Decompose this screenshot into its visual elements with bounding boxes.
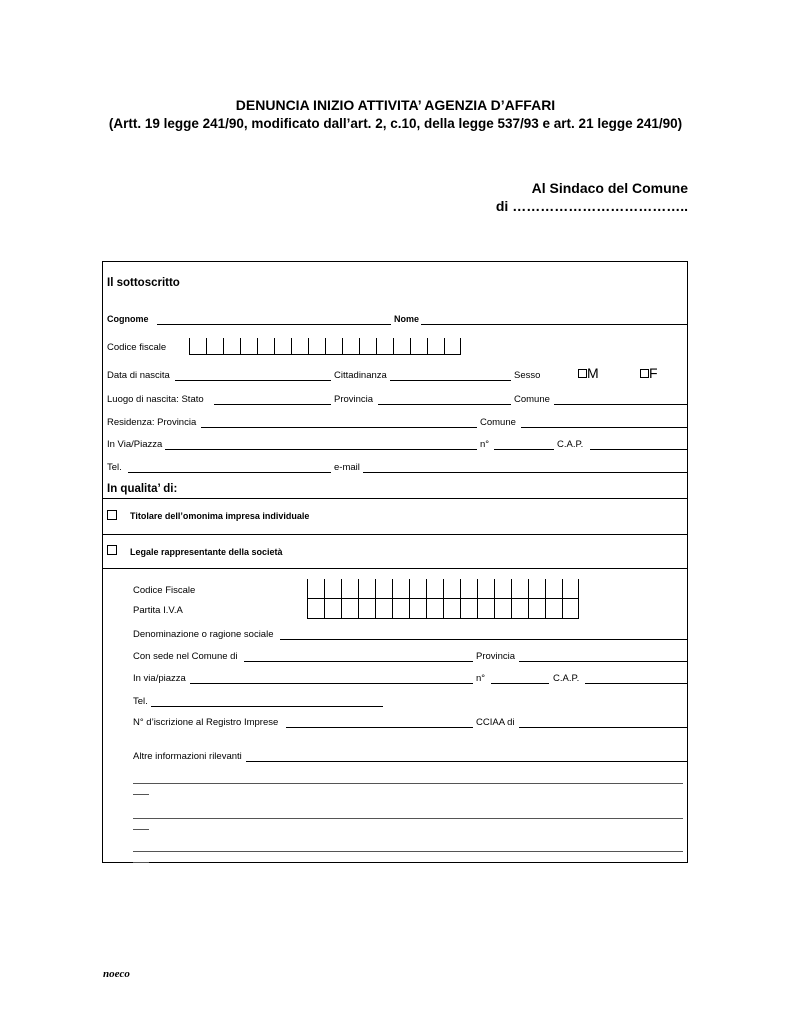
section-title-sottoscritto: Il sottoscritto: [107, 277, 180, 289]
societa-via-field[interactable]: [190, 683, 473, 684]
denominazione-label: Denominazione o ragione sociale: [133, 629, 274, 640]
denominazione-field[interactable]: [280, 639, 687, 640]
tel-label: Tel.: [107, 462, 122, 473]
qualita-title: In qualita’ di:: [107, 483, 178, 495]
email-field[interactable]: [363, 472, 687, 473]
altre-field[interactable]: [246, 761, 687, 762]
legale-checkbox[interactable]: [107, 545, 117, 555]
societa-cap-field[interactable]: [585, 683, 687, 684]
legale-label: Legale rappresentante della società: [130, 547, 283, 557]
altre-line[interactable]: [133, 818, 683, 819]
societa-tel-field[interactable]: [151, 706, 383, 707]
provincia-field[interactable]: [378, 404, 511, 405]
numero-field[interactable]: [494, 449, 554, 450]
provincia-label: Provincia: [334, 394, 374, 405]
residenza-label: Residenza: Provincia: [107, 417, 197, 428]
cittadinanza-label: Cittadinanza: [334, 370, 387, 381]
societa-via-label: In via/piazza: [133, 673, 186, 684]
divider: [103, 534, 687, 535]
iscrizione-label: N° d’iscrizione al Registro Imprese: [133, 717, 279, 728]
data-nascita-field[interactable]: [175, 380, 331, 381]
altre-label: Altre informazioni rilevanti: [133, 751, 242, 762]
altre-line[interactable]: [133, 783, 683, 784]
cciaa-label: CCIAA di: [476, 717, 515, 728]
luogo-nascita-label: Luogo di nascita: Stato: [107, 394, 204, 405]
sede-field[interactable]: [244, 661, 473, 662]
iscrizione-field[interactable]: [286, 727, 473, 728]
sex-m-label: M: [587, 365, 599, 381]
recipient-line2: di ………………………………..: [495, 198, 688, 214]
tel-field[interactable]: [128, 472, 331, 473]
via-label: In Via/Piazza: [107, 439, 163, 450]
cognome-field[interactable]: [157, 324, 391, 325]
altre-line-end: [133, 794, 149, 795]
sex-f-checkbox[interactable]: [640, 369, 649, 378]
divider: [103, 498, 687, 499]
numero-label: n°: [480, 439, 490, 450]
comune-label: Comune: [514, 394, 550, 405]
document-title: DENUNCIA INIZIO ATTIVITA’ AGENZIA D’AFFARI: [235, 97, 556, 113]
altre-line-end: [133, 862, 149, 863]
partita-iva-boxes[interactable]: [307, 599, 579, 619]
societa-numero-label: n°: [476, 673, 486, 684]
partita-iva-label: Partita I.V.A: [133, 605, 183, 616]
comune2-label: Comune: [480, 417, 516, 428]
nome-field[interactable]: [421, 324, 687, 325]
form-frame: [102, 261, 688, 863]
residenza-provincia-field[interactable]: [201, 427, 477, 428]
sede-label: Con sede nel Comune di: [133, 651, 238, 662]
altre-line[interactable]: [133, 851, 683, 852]
societa-codice-fiscale-label: Codice Fiscale: [133, 585, 196, 596]
titolare-checkbox[interactable]: [107, 510, 117, 520]
societa-cap-label: C.A.P.: [553, 673, 580, 684]
societa-provincia-label: Provincia: [476, 651, 516, 662]
codice-fiscale-label: Codice fiscale: [107, 342, 167, 353]
societa-provincia-field[interactable]: [519, 661, 687, 662]
via-field[interactable]: [165, 449, 477, 450]
cognome-label: Cognome: [107, 314, 149, 324]
societa-codice-fiscale-boxes[interactable]: [307, 579, 579, 598]
sesso-label: Sesso: [514, 370, 541, 381]
stato-field[interactable]: [214, 404, 331, 405]
footer-brand: noeco: [103, 968, 130, 980]
cciaa-field[interactable]: [519, 727, 687, 728]
societa-numero-field[interactable]: [491, 683, 549, 684]
comune-field[interactable]: [554, 404, 687, 405]
email-label: e-mail: [334, 462, 360, 473]
document-subtitle: (Artt. 19 legge 241/90, modificato dall’art. 2, c.10, della legge 537/93 e art. 21 legge 241/90): [108, 116, 683, 131]
divider: [103, 568, 687, 569]
codice-fiscale-boxes[interactable]: [189, 338, 461, 355]
residenza-comune-field[interactable]: [521, 427, 687, 428]
cap-field[interactable]: [590, 449, 687, 450]
cap-label: C.A.P.: [557, 439, 584, 450]
data-nascita-label: Data di nascita: [107, 370, 170, 381]
altre-line-end: [133, 829, 149, 830]
nome-label: Nome: [394, 314, 420, 324]
sex-f-label: F: [649, 365, 658, 381]
cittadinanza-field[interactable]: [390, 380, 511, 381]
sex-m-checkbox[interactable]: [578, 369, 587, 378]
societa-tel-label: Tel.: [133, 696, 148, 707]
recipient-line1: Al Sindaco del Comune: [531, 180, 688, 196]
titolare-label: Titolare dell’omonima impresa individuale: [130, 511, 310, 521]
